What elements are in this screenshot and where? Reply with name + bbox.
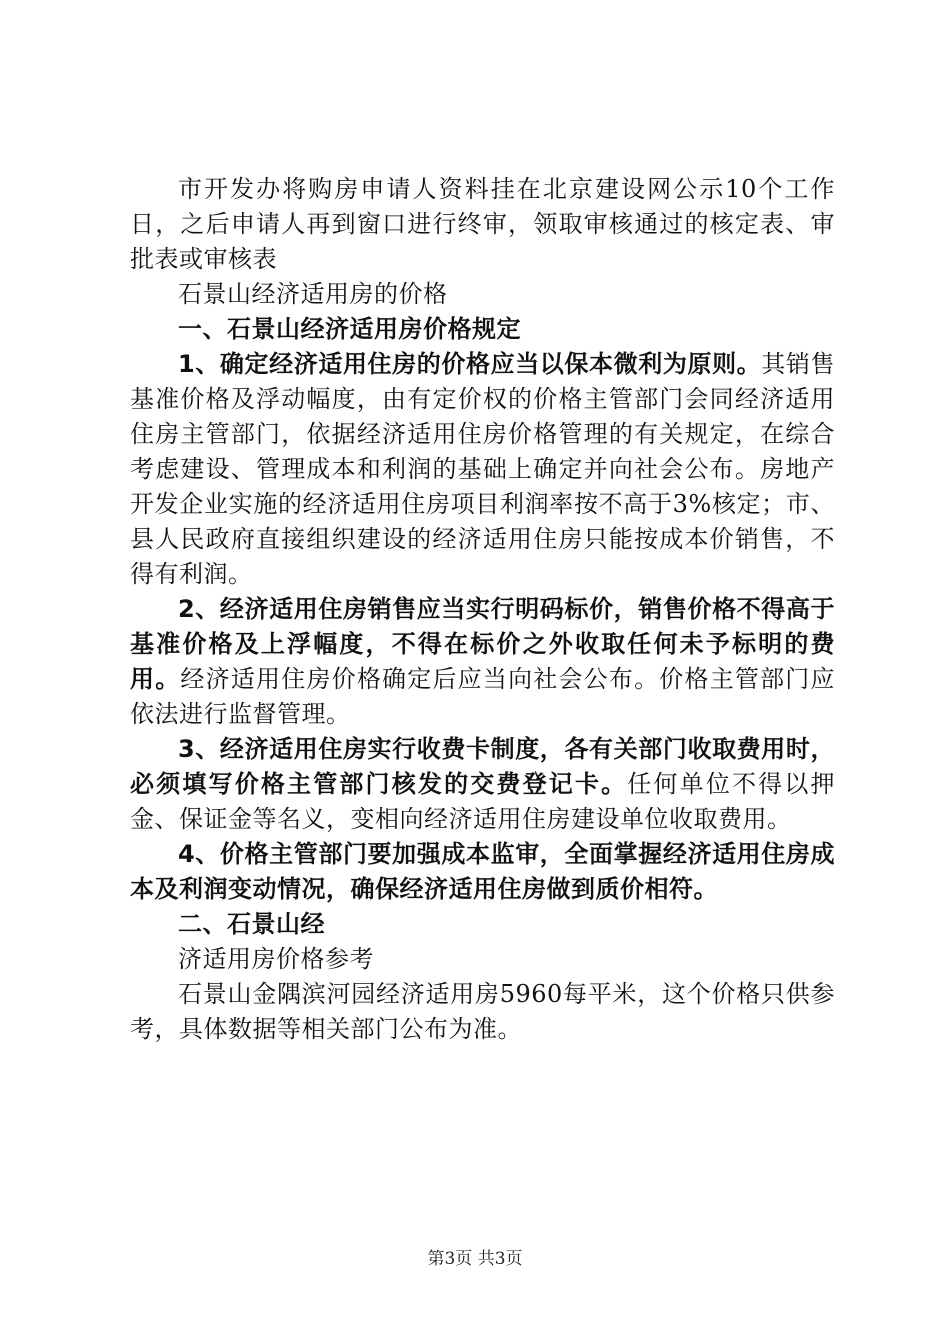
paragraph-reference-title bbox=[130, 942, 835, 977]
section-heading-2 bbox=[130, 907, 835, 942]
paragraph-rule-3-text: 任何单位不得以押金、保证金等名义，变相向经济适用住房建设单位收取费用。 bbox=[130, 770, 836, 833]
section-heading-2-text: 二、石景山经 bbox=[178, 910, 325, 938]
paragraph-rule-3-bold: 3、经济适用住房实行收费卡制度，各有关部门收取费用时，必须填写价格主管部门核发的交费登记卡。 bbox=[130, 735, 835, 798]
paragraph-price-intro bbox=[130, 277, 835, 312]
paragraph-rule-1-bold: 1、确定经济适用住房的价格应当以保本微利为原则。 bbox=[178, 350, 762, 378]
paragraph-price-intro-text: 石景山经济适用房的价格 bbox=[178, 280, 448, 308]
paragraph-rule-4-bold: 4、价格主管部门要加强成本监审，全面掌握经济适用住房成本及利润变动情况，确保经济适用住房做到质价相符。 bbox=[130, 840, 835, 903]
page-number: 第3页 共3页 bbox=[427, 1249, 523, 1269]
paragraph-rule-4 bbox=[130, 837, 835, 907]
paragraph-rule-1-text: 其销售基准价格及浮动幅度，由有定价权的价格主管部门会同经济适用住房主管部门，依据经济适用住房价格管理的有关规定，在综合考虑建设、管理成本和利润的基础上确定并向社会公布。房地产开发企业实施的经济适用住房项目利润率按不高于3%核定；市、县人民政府直接组织建设的经济适用住房只能按成本价销售，不得有利润。 bbox=[130, 350, 835, 588]
section-heading-1-text: 一、石景山经济适用房价格规定 bbox=[178, 315, 521, 343]
page-footer bbox=[0, 1244, 950, 1269]
paragraph-reference-title-text: 济适用房价格参考 bbox=[178, 945, 374, 973]
paragraph-rule-1 bbox=[130, 347, 835, 592]
paragraph-publicity-text: 市开发办将购房申请人资料挂在北京建设网公示10个工作日，之后申请人再到窗口进行终审，领取审核通过的核定表、审批表或审核表 bbox=[130, 175, 835, 273]
paragraph-publicity bbox=[130, 172, 835, 277]
paragraph-rule-3 bbox=[130, 732, 835, 837]
document-body bbox=[130, 172, 835, 1047]
paragraph-rule-2 bbox=[130, 592, 835, 732]
paragraph-rule-2-bold: 2、经济适用住房销售应当实行明码标价，销售价格不得高于基准价格及上浮幅度，不得在标价之外收取任何未予标明的费用。 bbox=[130, 595, 835, 693]
paragraph-reference bbox=[130, 977, 835, 1047]
section-heading-1 bbox=[130, 312, 835, 347]
paragraph-reference-text: 石景山金隅滨河园经济适用房5960每平米，这个价格只供参考，具体数据等相关部门公布为准。 bbox=[130, 980, 835, 1043]
paragraph-rule-2-text: 经济适用住房价格确定后应当向社会公布。价格主管部门应依法进行监督管理。 bbox=[130, 665, 836, 728]
